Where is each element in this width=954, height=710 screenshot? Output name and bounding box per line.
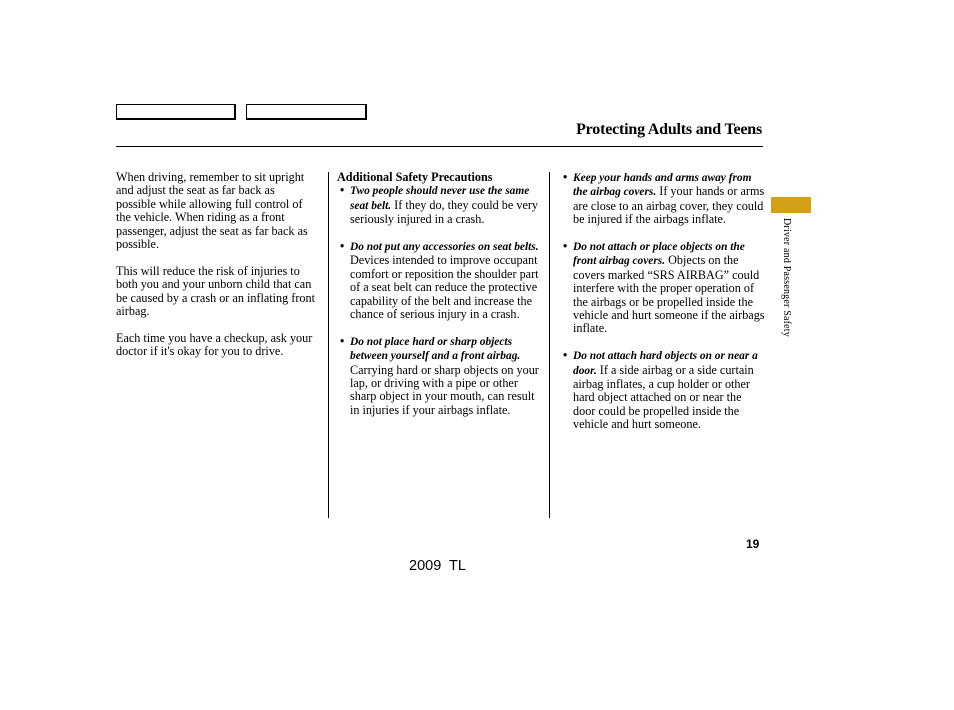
column-middle bbox=[337, 171, 542, 431]
title-divider bbox=[116, 146, 763, 147]
bullet-lead: Do not attach or place objects on the front airbag covers. bbox=[573, 241, 745, 268]
paragraph: This will reduce the risk of injuries to both you and your unborn child that can be caused by a crash or an inflating front airbag. bbox=[116, 263, 315, 319]
column-right bbox=[560, 171, 765, 445]
bullet-marker: • bbox=[340, 239, 345, 254]
nav-button-next[interactable] bbox=[246, 104, 367, 120]
paragraph: When driving, remember to sit upright and adjust the seat as far back as possible while allowing full control of the vehicle. When riding as a front passenger, adjust the seat as far back as possible. bbox=[116, 170, 308, 252]
bullet-text: If your hands or arms are close to an airbag cover, they could be injured if the airbags inflate. bbox=[573, 184, 765, 227]
bullet-marker: • bbox=[563, 170, 568, 184]
bullet-text: If they do, they could be very seriously injured in a crash. bbox=[350, 197, 539, 227]
bullet-item bbox=[560, 349, 765, 431]
bullet-lead: Keep your hands and arms away from the airbag covers. bbox=[573, 172, 752, 199]
bullet-lead: Do not attach hard objects on or near a door. bbox=[573, 350, 758, 377]
section-side-label: Driver and Passenger Safety bbox=[781, 218, 792, 337]
bullet-item bbox=[337, 240, 542, 321]
column-divider bbox=[328, 172, 329, 518]
bullet-item bbox=[337, 184, 542, 226]
nav-button-previous[interactable] bbox=[116, 104, 236, 120]
column-divider bbox=[549, 172, 550, 518]
page-title: Protecting Adults and Teens bbox=[576, 121, 762, 138]
bullet-lead: Do not place hard or sharp objects between yourself and a front airbag. bbox=[350, 335, 521, 363]
paragraph: Each time you have a checkup, ask your doctor if it's okay for you to drive. bbox=[116, 330, 313, 359]
section-heading: Additional Safety Precautions bbox=[337, 170, 493, 184]
bullet-item bbox=[560, 171, 765, 227]
bullet-marker: • bbox=[340, 183, 345, 198]
bullet-marker: • bbox=[563, 348, 568, 363]
section-tab-marker bbox=[771, 197, 811, 213]
page-number: 19 bbox=[746, 537, 760, 551]
bullet-lead: Do not put any accessories on seat belts. bbox=[350, 241, 539, 254]
bullet-text: Devices intended to improve occupant comfort or reposition the shoulder part of a seat belt can reduce the protective capability of the belt and increase the chance of serious injury in a crash. bbox=[350, 253, 539, 322]
bullet-text: If a side airbag or a side curtain airbag inflates, a cup holder or other hard object attached on or near the door could be propelled inside the vehicle and hurt someone. bbox=[573, 362, 754, 432]
bullet-marker: • bbox=[340, 333, 345, 348]
model-label: 2009 TL bbox=[409, 558, 466, 574]
bullet-item bbox=[337, 335, 542, 417]
bullet-lead: Two people should never use the same seat belt. bbox=[350, 185, 530, 212]
column-left bbox=[116, 171, 316, 372]
bullet-item bbox=[560, 240, 765, 336]
bullet-marker: • bbox=[563, 239, 568, 254]
bullet-text: Objects on the covers marked “SRS AIRBAG” could interfere with the proper operation of the airbags or be propelled inside the vehicle and hurt someone if the airbags inflate. bbox=[573, 253, 765, 336]
bullet-text: Carrying hard or sharp objects on your lap, or driving with a pipe or other sharp object in your mouth, can result in injuries if your airbags inflate. bbox=[350, 362, 539, 417]
